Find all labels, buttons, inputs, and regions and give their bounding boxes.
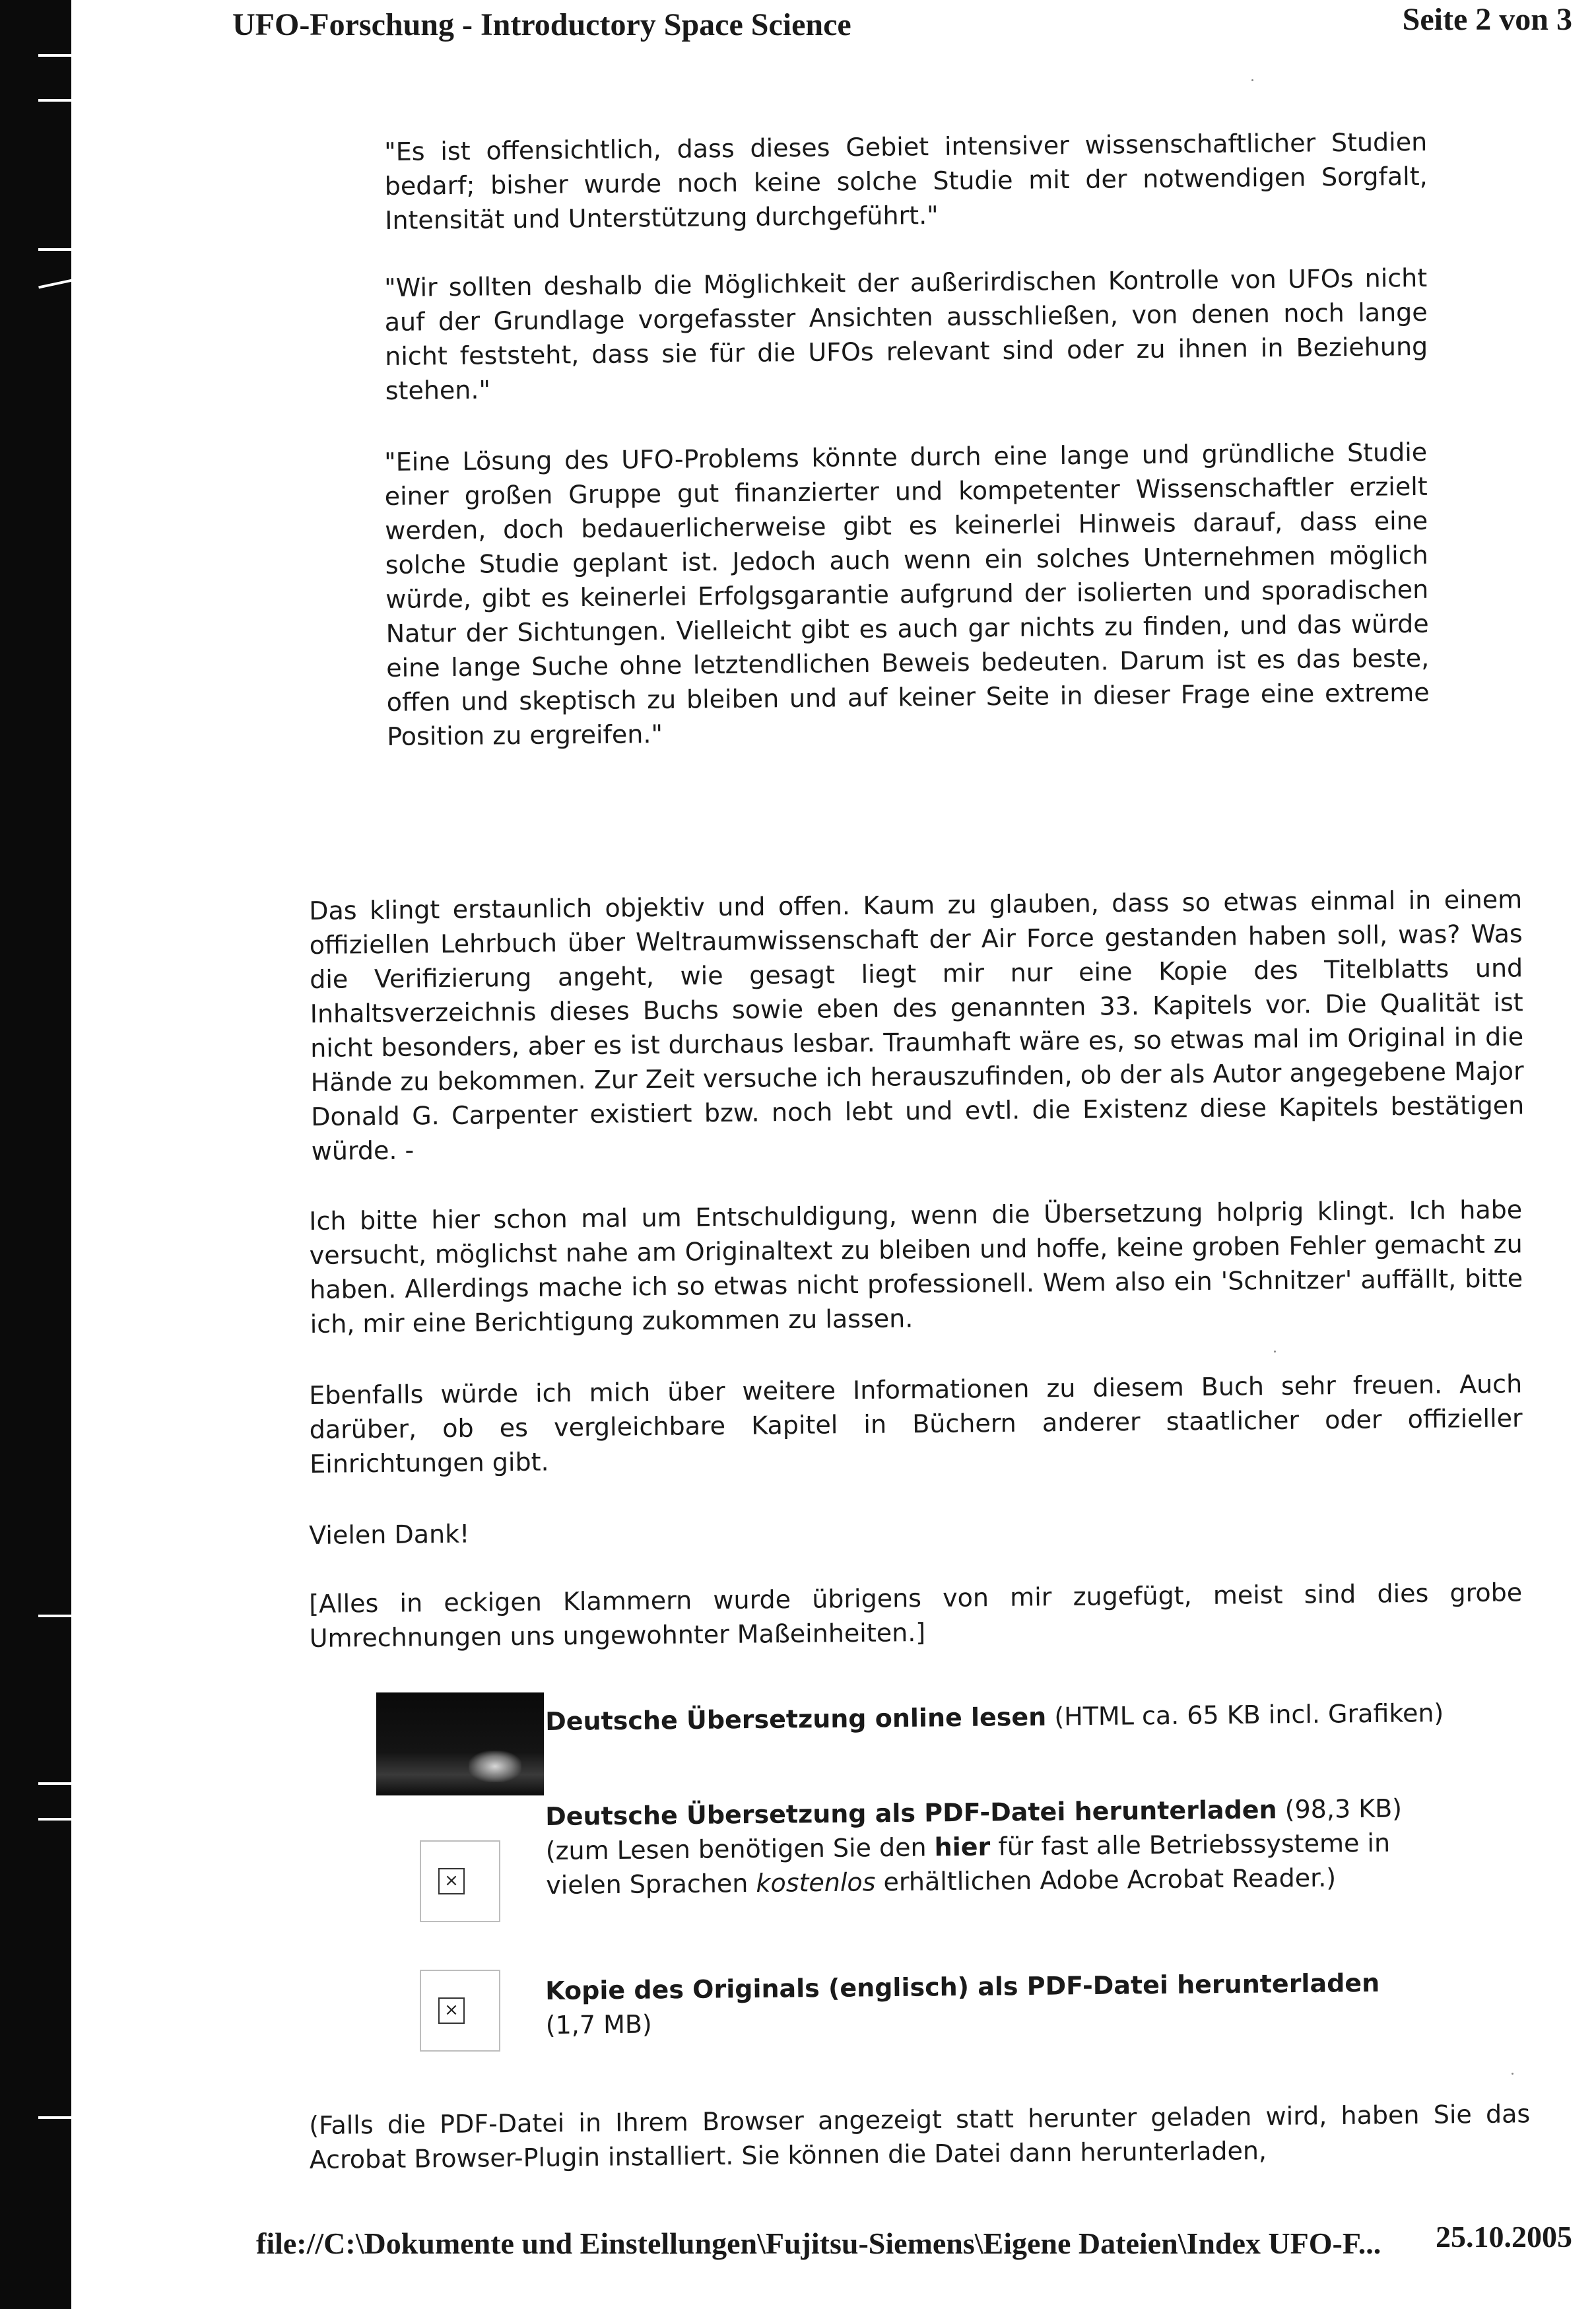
acrobat-note-text: für fast alle Betriebssysteme in vielen Sprachen — [546, 1828, 1391, 1900]
scan-speck — [1512, 2073, 1513, 2075]
binder-notch — [38, 54, 73, 57]
footer-date: 25.10.2005 — [1436, 2220, 1572, 2254]
binder-notch — [38, 2116, 73, 2119]
broken-image-icon[interactable] — [420, 1970, 500, 2052]
online-translation-link[interactable]: Deutsche Übersetzung online lesen — [545, 1702, 1047, 1736]
binder-notch — [38, 99, 73, 102]
page-number: Seite 2 von 3 — [1402, 2, 1572, 37]
scan-speck — [1251, 79, 1253, 81]
broken-image-x-icon: × — [438, 1997, 465, 2024]
pdf-german-link[interactable]: Deutsche Übersetzung als PDF-Datei herunterladen — [545, 1795, 1277, 1831]
thumbnail-glow — [469, 1751, 521, 1782]
pdf-german-size: (98,3 KB) — [1277, 1793, 1403, 1824]
quote-paragraph-1: "Es ist offensichtlich, dass dieses Gebiet intensiver wissenschaftlicher Studien bedarf; bisher wurde noch keine solche Studie mit der notwendigen Sorgfalt, Intensität und Unterstützung durchgeführt." — [384, 127, 1428, 235]
pdf-original-size: (1,7 MB) — [545, 2009, 652, 2040]
translation-thumbnail-image[interactable] — [376, 1692, 544, 1795]
acrobat-download-link[interactable]: hier — [934, 1832, 991, 1862]
acrobat-note-text: (zum Lesen benötigen Sie den — [545, 1832, 935, 1865]
binder-notch — [38, 1782, 73, 1785]
acrobat-note — [545, 1825, 1457, 1902]
binder-notch — [38, 248, 73, 251]
download-pdf-german — [545, 1791, 1457, 1902]
page-header-title: UFO-Forschung - Introductory Space Science — [232, 7, 851, 42]
binder-notch — [38, 279, 73, 289]
pdf-original-link[interactable]: Kopie des Originals (englisch) als PDF-Datei herunterladen — [545, 1968, 1380, 2005]
online-translation-detail: (HTML ca. 65 KB incl. Grafiken) — [1046, 1698, 1444, 1731]
body-paragraph-note: [Alles in eckigen Klammern wurde übrigens von mir zugefügt, meist sind dies grobe Umrechnungen uns ungewohnter Maßeinheiten.] — [309, 1578, 1523, 1653]
binder-notch — [38, 1818, 73, 1821]
body-paragraph-thanks: Vielen Dank! — [309, 1519, 470, 1550]
broken-image-x-icon: × — [438, 1868, 465, 1894]
closing-note: (Falls die PDF-Datei in Ihrem Browser angezeigt statt herunter geladen wird, haben Sie das Acrobat Browser-Plugin installiert. Sie können die Datei dann herunterladen, — [309, 2099, 1531, 2174]
download-online — [545, 1696, 1456, 1739]
scan-binder-edge — [0, 0, 71, 2309]
broken-image-icon[interactable] — [420, 1840, 500, 1922]
scan-speck — [1274, 1351, 1276, 1353]
quote-paragraph-2: "Wir sollten deshalb die Möglichkeit der außerirdischen Kontrolle von UFOs nicht auf der Grundlage vorgefasster Ansichten ausschließen, von denen noch lange nicht feststeht, dass sie für die UFOs relevant sind oder zu ihnen in Beziehung stehen." — [384, 263, 1428, 405]
acrobat-note-text: erhältlichen Adobe Acrobat Reader.) — [875, 1863, 1337, 1897]
body-paragraph-2: Ich bitte hier schon mal um Entschuldigung, wenn die Übersetzung holprig klingt. Ich habe versucht, möglichst nahe am Originaltext zu bleiben und hoffe, keine groben Fehler gemacht zu haben. Allerdings mache ich so etwas nicht professionell. Wem also ein 'Schnitzer' auffällt, bitte ich, mir eine Berichtigung zukommen zu lassen. — [309, 1195, 1523, 1339]
binder-notch — [38, 1615, 73, 1617]
body-paragraph-1: Das klingt erstaunlich objektiv und offen. Kaum zu glauben, dass so etwas einmal in einem offiziellen Lehrbuch über Weltraumwissenschaft der Air Force gestanden haben soll, was? Was die Verifizierung angeht, wie gesagt liegt mir nur eine Kopie des Titelblatts und Inhaltsverzeichnis dieses Buchs sowie eben des genannten 33. Kapitels vor. Die Qualität ist nicht besonders, aber es ist durchaus lesbar. Traumhaft wäre es, so etwas mal im Original in die Hände zu bekommen. Zur Zeit versuche ich herauszufinden, ob der als Autor angegebene Major Donald G. Carpenter existiert bzw. noch lebt und evtl. die Existenz diese Kapitels bestätigen würde. - — [309, 885, 1525, 1166]
acrobat-note-free: kostenlos — [756, 1867, 876, 1898]
body-paragraph-3: Ebenfalls würde ich mich über weitere Informationen zu diesem Buch sehr freuen. Auch darüber, ob es vergleichbare Kapitel in Büchern anderer staatlicher oder offizieller Einrichtungen gibt. — [309, 1369, 1523, 1479]
download-pdf-original — [545, 1965, 1457, 2042]
footer-file-path: file://C:\Dokumente und Einstellungen\Fujitsu-Siemens\Eigene Dateien\Index UFO-F... — [256, 2226, 1381, 2260]
quote-paragraph-3: "Eine Lösung des UFO-Problems könnte durch eine lange und gründliche Studie einer großen Gruppe gut finanzierter und kompetenter Wissenschaftler erzielt werden, doch bedauerlicherweise gibt es keinerlei Hinweis darauf, dass eine solche Studie geplant ist. Jedoch auch wenn ein solches Unternehmen möglich würde, gibt es keinerlei Erfolgsgarantie aufgrund der isolierten und sporadischen Natur der Sichtungen. Vielleicht gibt es auch gar nichts zu finden, und das würde eine lange Suche ohne letztendlichen Beweis bedeuten. Darum ist es das beste, offen und skeptisch zu bleiben und auf keiner Seite in dieser Frage eine extreme Position zu ergreifen." — [384, 437, 1430, 751]
